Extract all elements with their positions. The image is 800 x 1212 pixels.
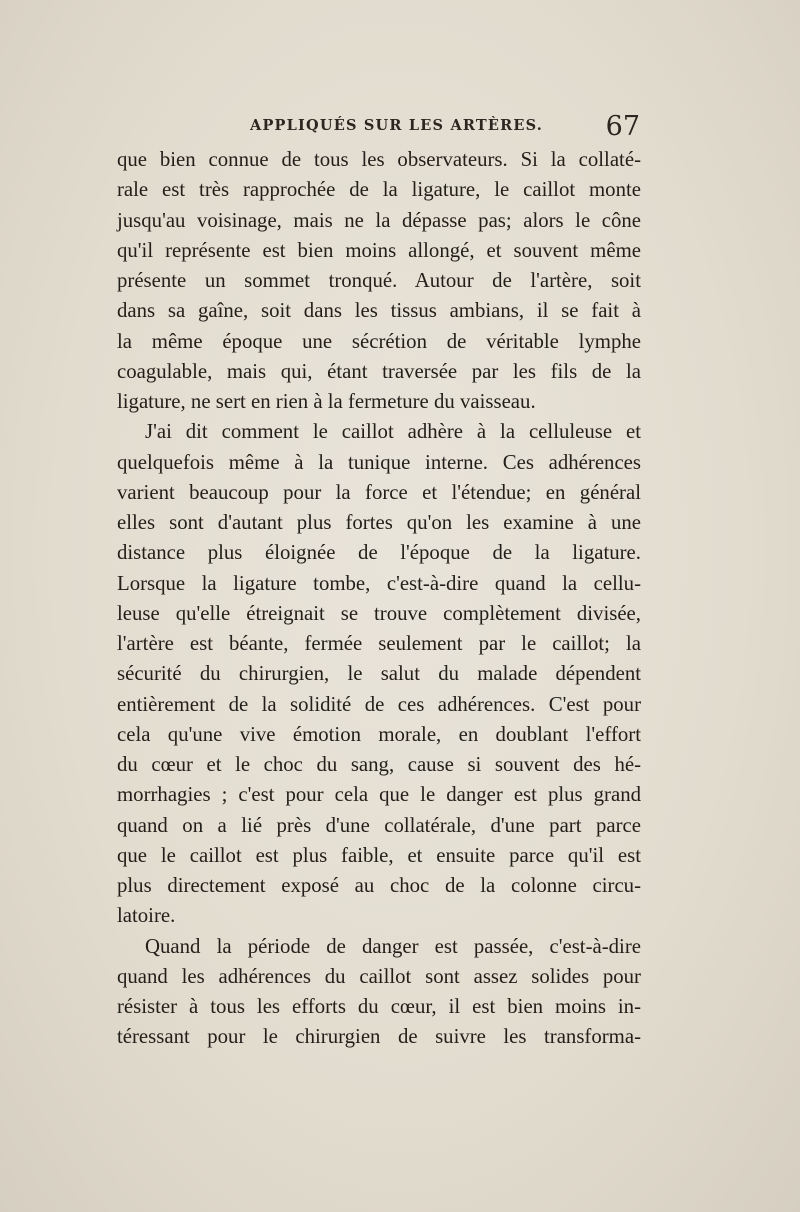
- body-text: [117, 145, 641, 1053]
- text-line: leuse qu'elle étreignait se trouve complètement divisée,: [117, 601, 641, 625]
- text-line: qu'il représente est bien moins allongé, et souvent même: [117, 238, 641, 262]
- text-line: rale est très rapprochée de la ligature, le caillot monte: [117, 178, 641, 202]
- text-line: présente un sommet tronqué. Autour de l'artère, soit: [117, 269, 641, 292]
- text-line: varient beaucoup pour la force et l'étendue; en général: [117, 480, 641, 504]
- text-line: distance plus éloignée de l'époque de la ligature.: [117, 541, 641, 565]
- text-line: la même époque une sécrétion de véritable lymphe: [117, 329, 641, 353]
- page-number: 67: [605, 111, 640, 142]
- text-line: elles sont d'autant plus fortes qu'on les examine à une: [117, 511, 641, 534]
- text-line: Quand la période de danger est passée, c'est-à-dire: [145, 934, 641, 958]
- text-line: quand on a lié près d'une collatérale, d'une part parce: [117, 813, 641, 837]
- text-line: dans sa gaîne, soit dans les tissus ambians, il se fait à: [117, 299, 641, 323]
- text-line: cela qu'une vive émotion morale, en doublant l'effort: [117, 722, 641, 746]
- text-line: coagulable, mais qui, étant traversée par les fils de la: [117, 359, 641, 383]
- text-line: J'ai dit comment le caillot adhère à la celluleuse et: [145, 420, 641, 444]
- text-line: morrhagies ; c'est pour cela que le danger est plus grand: [117, 783, 641, 807]
- text-line: jusqu'au voisinage, mais ne la dépasse pas; alors le cône: [117, 208, 641, 232]
- text-line: latoire.: [117, 904, 176, 928]
- text-line: sécurité du chirurgien, le salut du malade dépendent: [117, 662, 641, 686]
- text-line: ligature, ne sert en rien à la fermeture du vaisseau.: [117, 390, 536, 413]
- text-line: plus directement exposé au choc de la colonne circu-: [117, 874, 641, 897]
- text-line: Lorsque la ligature tombe, c'est-à-dire quand la cellu-: [117, 571, 641, 595]
- text-line: quelquefois même à la tunique interne. Ces adhérences: [117, 450, 641, 474]
- text-line: du cœur et le choc du sang, cause si souvent des hé-: [117, 753, 641, 776]
- text-line: téressant pour le chirurgien de suivre les transforma-: [117, 1025, 641, 1049]
- text-line: entièrement de la solidité de ces adhérences. C'est pour: [117, 692, 641, 716]
- running-title: APPLIQUÉS SUR LES ARTÈRES.: [250, 117, 544, 134]
- text-line: résister à tous les efforts du cœur, il est bien moins in-: [117, 995, 641, 1018]
- running-head: [118, 111, 640, 145]
- text-line: que le caillot est plus faible, et ensuite parce qu'il est: [117, 843, 641, 867]
- text-line: quand les adhérences du caillot sont assez solides pour: [117, 964, 641, 988]
- text-line: que bien connue de tous les observateurs. Si la collaté-: [117, 148, 641, 171]
- text-line: l'artère est béante, fermée seulement par le caillot; la: [117, 632, 641, 655]
